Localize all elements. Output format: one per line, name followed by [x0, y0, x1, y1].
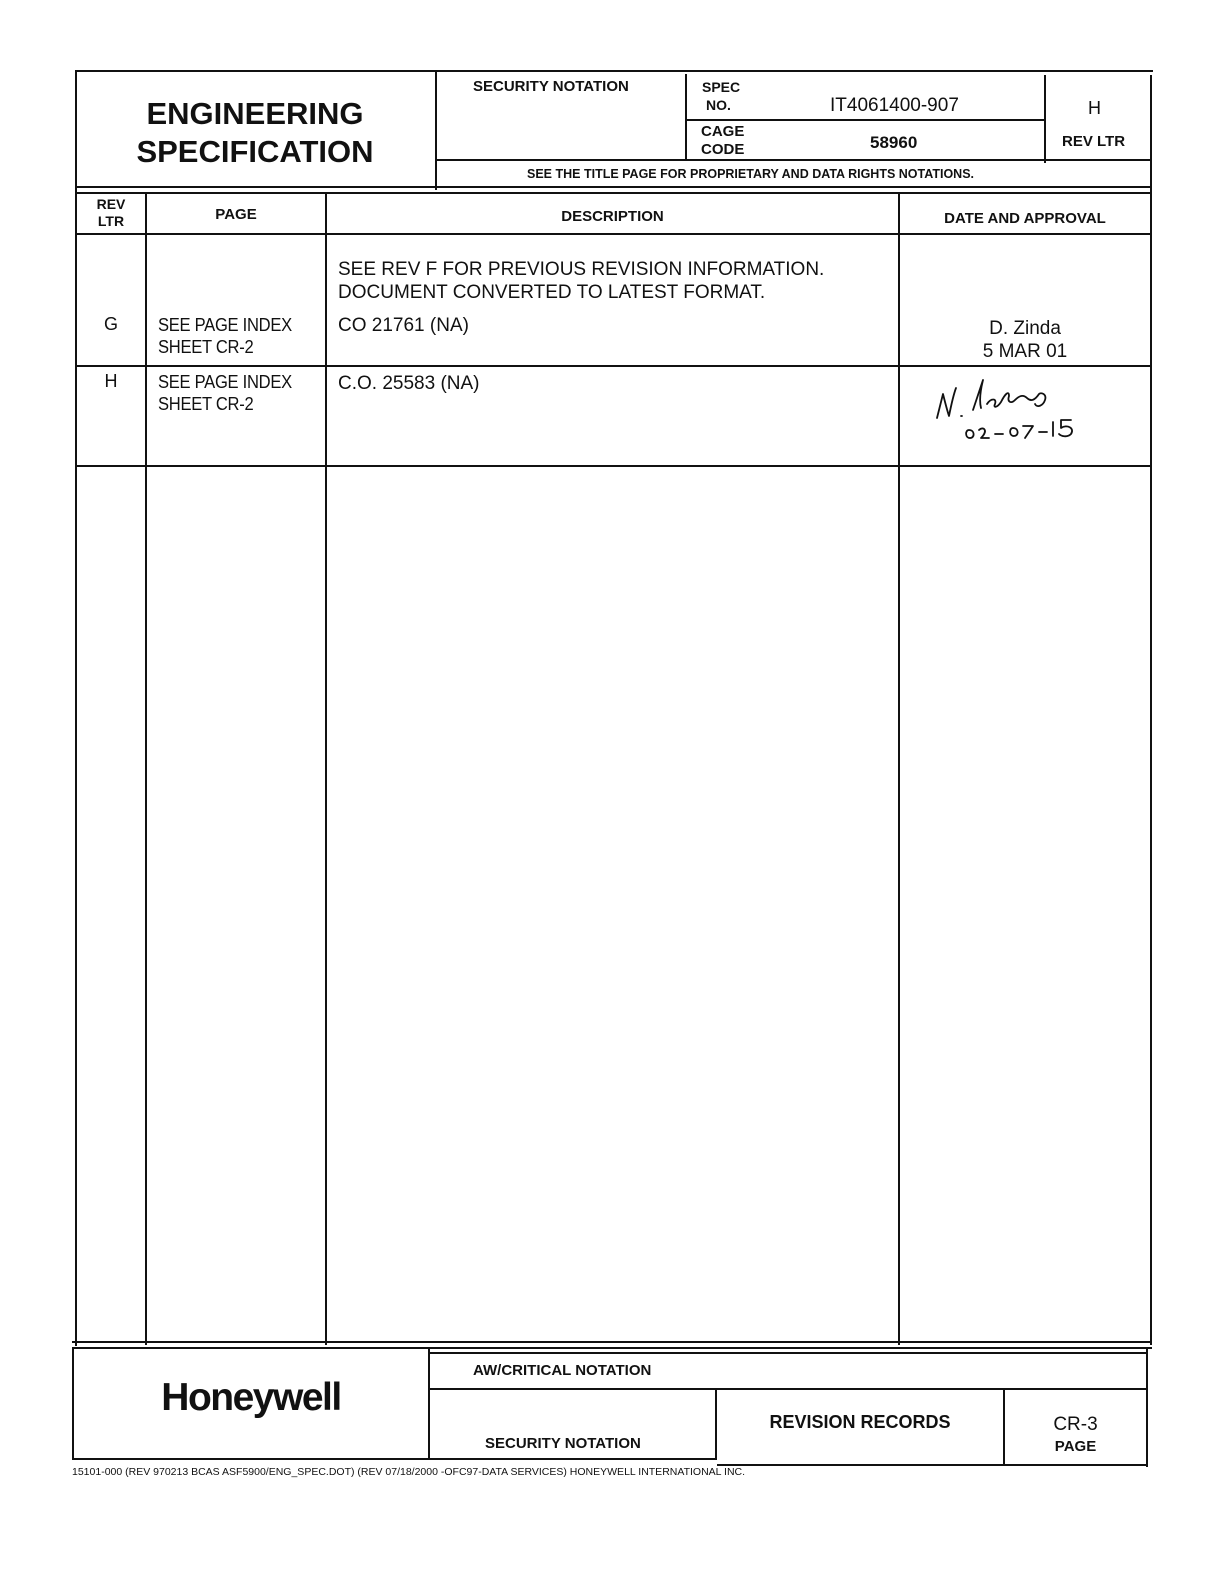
- revision-records-title: REVISION RECORDS: [769, 1412, 951, 1432]
- spec-no-label-1: SPEC: [702, 79, 741, 95]
- security-notation-label: SECURITY NOTATION: [473, 78, 629, 95]
- row-description-1: SEE REV F FOR PREVIOUS REVISION INFORMATION.: [338, 259, 825, 280]
- col-header-description: DESCRIPTION: [561, 208, 664, 225]
- approval-name: D. Zinda: [989, 318, 1061, 339]
- footer-security-notation-label: SECURITY NOTATION: [485, 1435, 641, 1452]
- spec-title-line2: SPECIFICATION: [136, 134, 374, 169]
- row-rev-letter: H: [104, 371, 118, 391]
- page-number: CR-3: [1053, 1414, 1098, 1435]
- handwritten-signature: [925, 372, 1095, 450]
- col-header-rev-ltr-1: REV: [96, 196, 126, 212]
- page-label: PAGE: [1054, 1438, 1097, 1455]
- spec-title-line1: ENGINEERING: [146, 96, 364, 131]
- row-description-3: CO 21761 (NA): [338, 315, 469, 336]
- col-header-rev-ltr-2: LTR: [97, 213, 125, 229]
- row-description-2: DOCUMENT CONVERTED TO LATEST FORMAT.: [338, 282, 766, 303]
- row-rev-letter: G: [103, 314, 118, 334]
- rev-ltr-label: REV LTR: [1062, 133, 1126, 150]
- cage-label-2: CODE: [701, 141, 745, 158]
- spec-no-label-2: NO.: [706, 97, 731, 113]
- honeywell-logo: Honeywell: [161, 1376, 341, 1419]
- row-description-1: C.O. 25583 (NA): [338, 373, 480, 394]
- spec-no-value: IT4061400-907: [830, 95, 959, 116]
- cage-label-1: CAGE: [701, 123, 745, 140]
- cage-value: 58960: [870, 133, 918, 152]
- approval-date: 5 MAR 01: [982, 341, 1068, 362]
- rev-value: H: [1088, 98, 1101, 118]
- proprietary-notice: SEE THE TITLE PAGE FOR PROPRIETARY AND DATA RIGHTS NOTATIONS.: [527, 167, 975, 181]
- aw-critical-notation-label: AW/CRITICAL NOTATION: [473, 1362, 652, 1379]
- row-page-ref-2: SHEET CR-2: [158, 337, 254, 357]
- row-page-ref-1: SEE PAGE INDEX: [158, 372, 292, 392]
- row-page-ref-1: SEE PAGE INDEX: [158, 315, 292, 335]
- row-page-ref-2: SHEET CR-2: [158, 394, 254, 414]
- form-reference-line: 15101-000 (REV 970213 BCAS ASF5900/ENG_SPEC.DOT) (REV 07/18/2000 -OFC97-DATA SERVICES) HONEYWELL INTERNATIONAL INC.: [72, 1466, 746, 1478]
- col-header-date-approval: DATE AND APPROVAL: [944, 210, 1106, 227]
- col-header-page: PAGE: [215, 206, 257, 223]
